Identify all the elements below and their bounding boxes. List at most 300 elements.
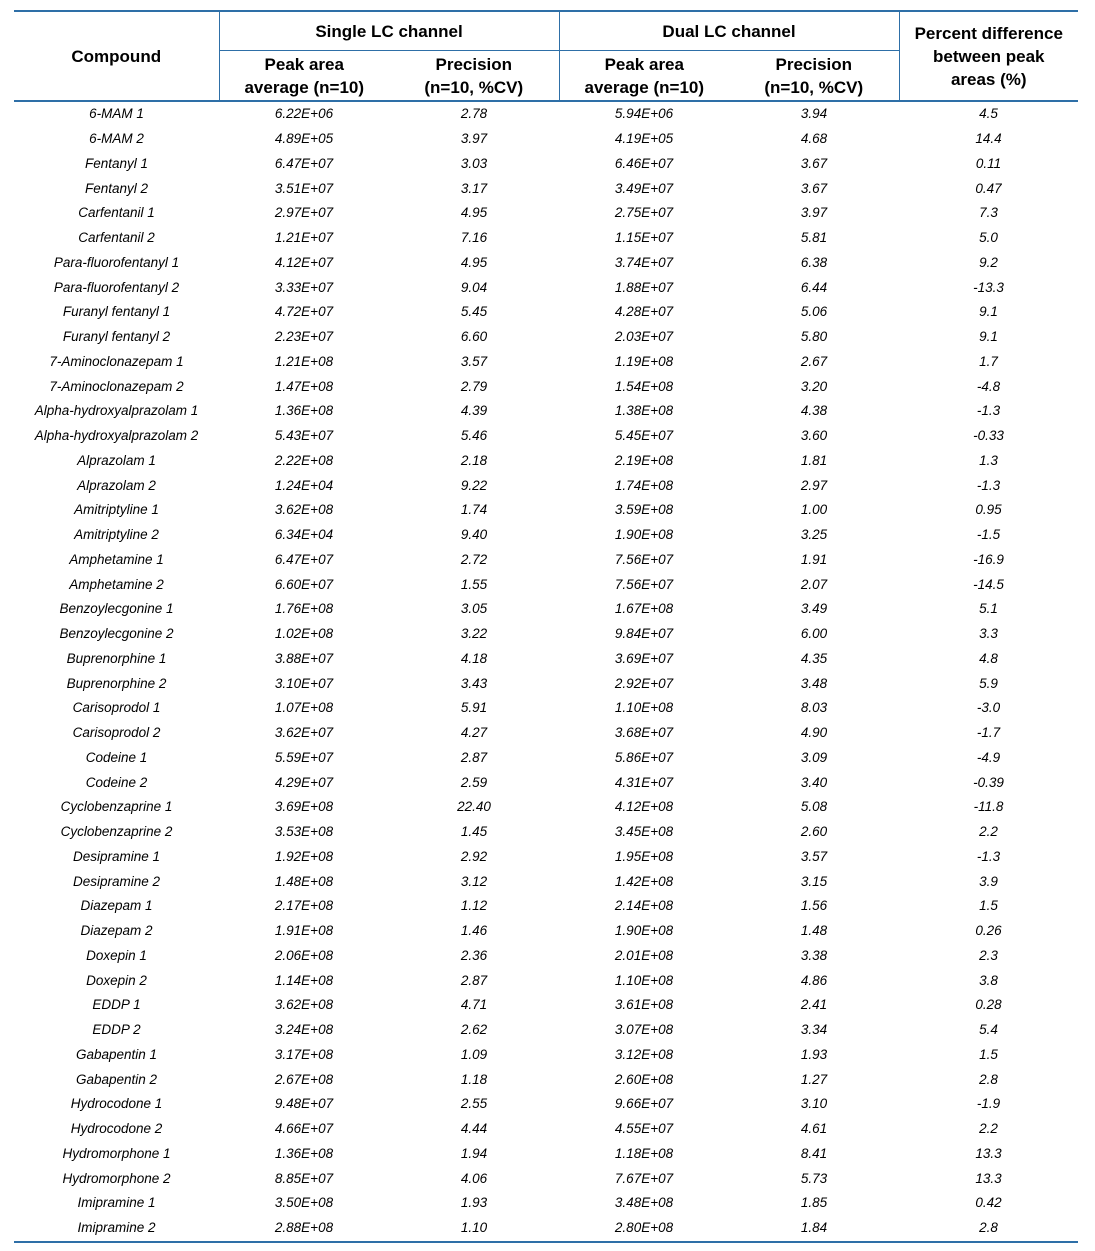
- cell-dual-precision: 1.27: [800, 1071, 828, 1087]
- cell-compound: Carfentanil 1: [78, 205, 155, 221]
- cell-dual-precision: 3.38: [800, 947, 828, 963]
- cell-dual-precision: 4.38: [800, 403, 828, 419]
- cell-percent-difference: 1.5: [979, 1046, 998, 1062]
- cell-dual-peak-area: 4.55E+07: [614, 1121, 674, 1137]
- cell-percent-difference: 4.8: [979, 650, 998, 666]
- cell-single-peak-area: 2.06E+08: [274, 947, 334, 963]
- cell-dual-peak-area: 3.61E+08: [614, 997, 674, 1013]
- table-row: [14, 770, 1078, 795]
- cell-dual-precision: 1.91: [800, 551, 828, 567]
- table-row: [14, 424, 1078, 449]
- cell-compound: Imipramine 1: [77, 1195, 156, 1211]
- cell-single-peak-area: 6.60E+07: [274, 576, 334, 592]
- cell-single-peak-area: 2.97E+07: [274, 205, 334, 221]
- cell-compound: Amphetamine 1: [69, 551, 164, 567]
- cell-single-peak-area: 5.59E+07: [274, 749, 334, 765]
- cell-compound: Fentanyl 2: [84, 180, 149, 196]
- cell-percent-difference: -1.3: [976, 477, 1001, 493]
- cell-dual-peak-area: 7.56E+07: [614, 576, 674, 592]
- header-single-prec-line2: (n=10, %CV): [424, 77, 524, 97]
- table-row: [14, 647, 1078, 672]
- cell-single-precision: 1.94: [460, 1145, 488, 1161]
- cell-compound: 6-MAM 2: [89, 131, 144, 147]
- cell-compound: Hydromorphone 2: [62, 1170, 171, 1186]
- cell-dual-precision: 2.67: [800, 353, 828, 369]
- table-row: [14, 399, 1078, 424]
- cell-single-peak-area: 6.47E+07: [274, 155, 334, 171]
- header-dual-peak-line1: Peak area: [604, 54, 684, 74]
- cell-single-peak-area: 1.07E+08: [274, 700, 334, 716]
- cell-single-peak-area: 1.21E+08: [274, 353, 334, 369]
- cell-dual-peak-area: 1.42E+08: [614, 873, 674, 889]
- cell-compound: Diazepam 2: [80, 923, 153, 939]
- cell-dual-peak-area: 1.95E+08: [614, 848, 674, 864]
- cell-percent-difference: 2.2: [979, 1121, 998, 1137]
- cell-compound: Gabapentin 2: [75, 1071, 158, 1087]
- cell-compound: Alpha-hydroxyalprazolam 2: [34, 428, 199, 444]
- cell-single-peak-area: 2.22E+08: [274, 452, 334, 468]
- cell-compound: 7-Aminoclonazepam 1: [49, 353, 184, 369]
- cell-single-peak-area: 4.72E+07: [274, 304, 334, 320]
- cell-single-precision: 2.59: [460, 774, 488, 790]
- header-row-groups: [14, 11, 1078, 51]
- cell-percent-difference: -1.7: [976, 725, 1001, 741]
- cell-compound: Codeine 1: [85, 749, 148, 765]
- header-dual-precision: [729, 51, 899, 102]
- table-row: [14, 251, 1078, 276]
- cell-single-peak-area: 1.36E+08: [274, 1145, 334, 1161]
- cell-dual-peak-area: 3.59E+08: [614, 502, 674, 518]
- cell-single-precision: 9.04: [460, 279, 488, 295]
- cell-single-peak-area: 3.51E+07: [274, 180, 334, 196]
- table-row: [14, 498, 1078, 523]
- cell-percent-difference: 3.3: [979, 626, 998, 642]
- cell-single-precision: 3.22: [460, 626, 488, 642]
- cell-compound: Alprazolam 2: [77, 477, 156, 493]
- cell-percent-difference: 9.1: [979, 329, 998, 345]
- cell-compound: Furanyl fentanyl 1: [62, 304, 171, 320]
- cell-percent-difference: 4.5: [979, 106, 998, 122]
- cell-single-precision: 1.93: [460, 1195, 488, 1211]
- table-row: [14, 721, 1078, 746]
- cell-single-peak-area: 4.66E+07: [274, 1121, 334, 1137]
- cell-single-precision: 1.18: [460, 1071, 488, 1087]
- cell-single-peak-area: 1.02E+08: [274, 626, 334, 642]
- cell-dual-peak-area: 1.90E+08: [614, 923, 674, 939]
- cell-dual-precision: 5.06: [800, 304, 828, 320]
- cell-compound: Amitriptyline 2: [74, 527, 159, 543]
- cell-dual-precision: 3.67: [800, 155, 828, 171]
- cell-dual-precision: 3.49: [800, 601, 828, 617]
- cell-single-precision: 6.60: [460, 329, 488, 345]
- cell-dual-peak-area: 2.92E+07: [614, 675, 674, 691]
- cell-compound: Diazepam 1: [80, 898, 153, 914]
- cell-compound: Gabapentin 1: [75, 1046, 158, 1062]
- cell-percent-difference: -1.9: [976, 1096, 1001, 1112]
- header-percent-line1: Percent difference: [914, 23, 1063, 43]
- cell-dual-precision: 1.00: [800, 502, 828, 518]
- table-row: [14, 127, 1078, 152]
- cell-dual-precision: 3.57: [800, 848, 828, 864]
- cell-percent-difference: -16.9: [973, 551, 1004, 567]
- cell-dual-peak-area: 2.60E+08: [614, 1071, 674, 1087]
- cell-dual-precision: 5.73: [800, 1170, 828, 1186]
- cell-dual-peak-area: 2.19E+08: [614, 452, 674, 468]
- cell-dual-precision: 3.60: [800, 428, 828, 444]
- header-single-peak-line1: Peak area: [264, 54, 344, 74]
- cell-single-peak-area: 3.62E+08: [274, 997, 334, 1013]
- cell-single-precision: 3.57: [460, 353, 488, 369]
- cell-single-peak-area: 1.91E+08: [274, 923, 334, 939]
- cell-dual-precision: 3.10: [800, 1096, 828, 1112]
- cell-compound: Hydrocodone 1: [70, 1096, 163, 1112]
- table-row: [14, 1166, 1078, 1191]
- cell-single-peak-area: 1.24E+04: [274, 477, 334, 493]
- cell-dual-peak-area: 1.88E+07: [614, 279, 674, 295]
- cell-percent-difference: -0.39: [973, 774, 1004, 790]
- cell-dual-peak-area: 3.12E+08: [614, 1046, 674, 1062]
- cell-percent-difference: 0.26: [975, 923, 1002, 939]
- cell-percent-difference: 1.7: [979, 353, 998, 369]
- cell-single-precision: 2.92: [460, 848, 488, 864]
- cell-compound: Amphetamine 2: [69, 576, 164, 592]
- cell-dual-precision: 1.85: [800, 1195, 828, 1211]
- cell-compound: Carfentanil 2: [78, 230, 155, 246]
- cell-percent-difference: 0.95: [975, 502, 1002, 518]
- cell-dual-peak-area: 1.15E+07: [614, 230, 674, 246]
- cell-compound: Furanyl fentanyl 2: [62, 329, 171, 345]
- cell-compound: Amitriptyline 1: [74, 502, 159, 518]
- cell-single-precision: 4.06: [460, 1170, 488, 1186]
- cell-compound: Desipramine 1: [72, 848, 161, 864]
- cell-dual-precision: 4.68: [800, 131, 828, 147]
- table-row: [14, 449, 1078, 474]
- cell-dual-peak-area: 1.67E+08: [614, 601, 674, 617]
- table-row: [14, 152, 1078, 177]
- cell-dual-peak-area: 6.46E+07: [614, 155, 674, 171]
- cell-dual-precision: 2.97: [800, 477, 828, 493]
- header-dual-prec-line1: Precision: [775, 54, 853, 74]
- cell-compound: Codeine 2: [85, 774, 148, 790]
- cell-dual-peak-area: 5.45E+07: [614, 428, 674, 444]
- header-single-lc-channel: Single LC channel: [219, 11, 559, 51]
- cell-single-precision: 1.09: [460, 1046, 488, 1062]
- cell-dual-precision: 3.40: [800, 774, 828, 790]
- cell-compound: Doxepin 1: [86, 947, 147, 963]
- table-row: [14, 944, 1078, 969]
- cell-dual-peak-area: 2.01E+08: [614, 947, 674, 963]
- table-row: [14, 1092, 1078, 1117]
- cell-compound: Para-fluorofentanyl 2: [53, 279, 180, 295]
- table-row: [14, 919, 1078, 944]
- cell-single-precision: 3.12: [460, 873, 488, 889]
- cell-compound: Imipramine 2: [14, 1216, 219, 1242]
- cell-dual-peak-area: 9.66E+07: [614, 1096, 674, 1112]
- cell-single-precision: 4.95: [460, 205, 488, 221]
- table-row: [14, 572, 1078, 597]
- cell-single-precision: 5.91: [460, 700, 488, 716]
- cell-dual-peak-area: 3.68E+07: [614, 725, 674, 741]
- cell-dual-precision: 3.67: [800, 180, 828, 196]
- cell-compound: Buprenorphine 1: [66, 650, 167, 666]
- cell-percent-difference: 5.9: [979, 675, 998, 691]
- cell-compound: 7-Aminoclonazepam 2: [49, 378, 184, 394]
- cell-dual-peak-area: 3.49E+07: [614, 180, 674, 196]
- table-row: [14, 968, 1078, 993]
- cell-dual-precision: 1.81: [800, 452, 828, 468]
- cell-percent-difference: 5.4: [979, 1022, 998, 1038]
- cell-percent-difference: 5.1: [979, 601, 998, 617]
- header-dual-lc-channel: Dual LC channel: [559, 11, 899, 51]
- cell-dual-peak-area: 2.80E+08: [559, 1216, 729, 1242]
- cell-compound: 6-MAM 1: [89, 106, 144, 122]
- cell-dual-peak-area: 3.48E+08: [614, 1195, 674, 1211]
- cell-single-precision: 3.03: [460, 155, 488, 171]
- cell-single-precision: 4.44: [460, 1121, 488, 1137]
- cell-dual-precision: 8.41: [800, 1145, 828, 1161]
- cell-single-peak-area: 1.76E+08: [274, 601, 334, 617]
- table-row: [14, 1018, 1078, 1043]
- cell-dual-peak-area: 2.75E+07: [614, 205, 674, 221]
- cell-single-peak-area: 2.67E+08: [274, 1071, 334, 1087]
- cell-single-peak-area: 4.29E+07: [274, 774, 334, 790]
- cell-single-precision: 2.87: [460, 972, 488, 988]
- cell-single-precision: 9.22: [460, 477, 488, 493]
- table-row: [14, 845, 1078, 870]
- header-dual-peak-line2: average (n=10): [584, 77, 705, 97]
- cell-single-peak-area: 1.92E+08: [274, 848, 334, 864]
- cell-single-peak-area: 1.21E+07: [274, 230, 334, 246]
- cell-single-precision: 4.71: [460, 997, 488, 1013]
- cell-percent-difference: -1.3: [976, 403, 1001, 419]
- cell-percent-difference: 0.28: [975, 997, 1002, 1013]
- cell-dual-precision: 3.97: [800, 205, 828, 221]
- cell-dual-peak-area: 1.10E+08: [614, 972, 674, 988]
- table-row: [14, 1216, 1078, 1242]
- cell-single-peak-area: 9.48E+07: [274, 1096, 334, 1112]
- cell-dual-precision: 4.61: [800, 1121, 828, 1137]
- cell-single-peak-area: 6.34E+04: [274, 527, 334, 543]
- cell-dual-peak-area: 2.03E+07: [614, 329, 674, 345]
- cell-dual-peak-area: 9.84E+07: [614, 626, 674, 642]
- cell-single-peak-area: 2.17E+08: [274, 898, 334, 914]
- cell-dual-peak-area: 1.74E+08: [614, 477, 674, 493]
- table-row: [14, 597, 1078, 622]
- cell-single-peak-area: 3.17E+08: [274, 1046, 334, 1062]
- cell-single-peak-area: 1.36E+08: [274, 403, 334, 419]
- header-percent-line2: between peak: [933, 46, 1045, 66]
- table-row: [14, 275, 1078, 300]
- table-row: [14, 176, 1078, 201]
- cell-single-peak-area: 6.22E+06: [274, 106, 334, 122]
- cell-compound: Alprazolam 1: [77, 452, 156, 468]
- cell-single-precision: 4.18: [460, 650, 488, 666]
- header-percent-difference: [899, 11, 1078, 101]
- table-body: [14, 101, 1078, 1242]
- cell-single-peak-area: 4.12E+07: [274, 254, 334, 270]
- table-row: [14, 746, 1078, 771]
- data-table-container: [14, 10, 1078, 1243]
- cell-percent-difference: -13.3: [973, 279, 1004, 295]
- cell-dual-precision: 3.25: [800, 527, 828, 543]
- cell-single-precision: 2.55: [460, 1096, 488, 1112]
- cell-single-precision: 1.74: [460, 502, 488, 518]
- cell-single-precision: 1.10: [389, 1216, 559, 1242]
- cell-dual-precision: 3.20: [800, 378, 828, 394]
- cell-dual-precision: 4.90: [800, 725, 828, 741]
- cell-dual-peak-area: 3.45E+08: [614, 824, 674, 840]
- cell-single-precision: 2.62: [460, 1022, 488, 1038]
- cell-compound: Desipramine 2: [72, 873, 161, 889]
- cell-percent-difference: 3.9: [979, 873, 998, 889]
- header-dual-peak-area: [559, 51, 729, 102]
- cell-dual-peak-area: 1.38E+08: [614, 403, 674, 419]
- cell-dual-peak-area: 4.19E+05: [614, 131, 674, 147]
- cell-dual-precision: 5.80: [800, 329, 828, 345]
- cell-percent-difference: 2.2: [979, 824, 998, 840]
- table-row: [14, 374, 1078, 399]
- cell-percent-difference: 3.8: [979, 972, 998, 988]
- cell-single-peak-area: 8.85E+07: [274, 1170, 334, 1186]
- cell-single-peak-area: 1.14E+08: [274, 972, 334, 988]
- header-compound: Compound: [14, 11, 219, 101]
- data-table: [14, 10, 1078, 1243]
- cell-dual-precision: 3.15: [800, 873, 828, 889]
- cell-dual-precision: 4.86: [800, 972, 828, 988]
- cell-percent-difference: -14.5: [973, 576, 1004, 592]
- table-row: [14, 696, 1078, 721]
- cell-dual-peak-area: 3.07E+08: [614, 1022, 674, 1038]
- cell-dual-peak-area: 5.94E+06: [614, 106, 674, 122]
- cell-single-peak-area: 3.53E+08: [274, 824, 334, 840]
- cell-single-precision: 3.17: [460, 180, 488, 196]
- cell-dual-peak-area: 5.86E+07: [614, 749, 674, 765]
- cell-dual-peak-area: 7.56E+07: [614, 551, 674, 567]
- cell-single-precision: 4.27: [460, 725, 488, 741]
- cell-dual-precision: 1.48: [800, 923, 828, 939]
- cell-percent-difference: -11.8: [973, 799, 1004, 815]
- table-row: [14, 1142, 1078, 1167]
- table-row: [14, 1191, 1078, 1216]
- header-single-peak-area: [219, 51, 389, 102]
- cell-compound: Fentanyl 1: [84, 155, 149, 171]
- cell-dual-precision: 3.09: [800, 749, 828, 765]
- cell-dual-precision: 1.56: [800, 898, 828, 914]
- table-row: [14, 548, 1078, 573]
- cell-compound: Benzoylecgonine 2: [59, 626, 174, 642]
- cell-single-precision: 3.05: [460, 601, 488, 617]
- cell-percent-difference: 0.42: [975, 1195, 1002, 1211]
- cell-percent-difference: -3.0: [976, 700, 1001, 716]
- cell-dual-peak-area: 4.31E+07: [614, 774, 674, 790]
- cell-single-peak-area: 3.62E+07: [274, 725, 334, 741]
- table-row: [14, 350, 1078, 375]
- cell-single-peak-area: 3.24E+08: [274, 1022, 334, 1038]
- cell-dual-peak-area: 1.10E+08: [614, 700, 674, 716]
- cell-single-precision: 5.45: [460, 304, 488, 320]
- cell-single-peak-area: 3.88E+07: [274, 650, 334, 666]
- header-single-prec-line1: Precision: [435, 54, 513, 74]
- cell-compound: Hydrocodone 2: [70, 1121, 163, 1137]
- cell-percent-difference: 2.8: [899, 1216, 1078, 1242]
- cell-percent-difference: 2.8: [979, 1071, 998, 1087]
- table-row: [14, 101, 1078, 127]
- cell-compound: Hydromorphone 1: [62, 1145, 171, 1161]
- cell-dual-precision: 8.03: [800, 700, 828, 716]
- cell-dual-precision: 2.60: [800, 824, 828, 840]
- cell-dual-precision: 3.48: [800, 675, 828, 691]
- cell-percent-difference: -1.5: [976, 527, 1001, 543]
- cell-single-peak-area: 3.33E+07: [274, 279, 334, 295]
- cell-single-precision: 2.18: [460, 452, 488, 468]
- table-row: [14, 671, 1078, 696]
- cell-single-peak-area: 6.47E+07: [274, 551, 334, 567]
- table-row: [14, 993, 1078, 1018]
- table-row: [14, 820, 1078, 845]
- cell-dual-peak-area: 3.74E+07: [614, 254, 674, 270]
- cell-single-peak-area: 2.23E+07: [274, 329, 334, 345]
- cell-dual-peak-area: 2.14E+08: [614, 898, 674, 914]
- cell-compound: EDDP 2: [92, 1022, 141, 1038]
- cell-single-peak-area: 2.88E+08: [219, 1216, 389, 1242]
- cell-dual-precision: 2.07: [800, 576, 828, 592]
- cell-percent-difference: 1.5: [979, 898, 998, 914]
- cell-dual-precision: 5.81: [800, 230, 828, 246]
- cell-compound: Alpha-hydroxyalprazolam 1: [34, 403, 199, 419]
- cell-single-peak-area: 4.89E+05: [274, 131, 334, 147]
- cell-dual-peak-area: 4.12E+08: [614, 799, 674, 815]
- cell-single-precision: 1.12: [460, 898, 488, 914]
- cell-dual-precision: 3.34: [800, 1022, 828, 1038]
- cell-dual-peak-area: 7.67E+07: [614, 1170, 674, 1186]
- cell-single-peak-area: 1.47E+08: [274, 378, 334, 394]
- cell-dual-peak-area: 1.18E+08: [614, 1145, 674, 1161]
- cell-single-precision: 3.97: [460, 131, 488, 147]
- cell-percent-difference: 9.1: [979, 304, 998, 320]
- cell-single-precision: 2.36: [460, 947, 488, 963]
- cell-dual-peak-area: 4.28E+07: [614, 304, 674, 320]
- table-row: [14, 226, 1078, 251]
- cell-dual-peak-area: 1.90E+08: [614, 527, 674, 543]
- cell-single-precision: 2.79: [460, 378, 488, 394]
- table-row: [14, 1067, 1078, 1092]
- cell-percent-difference: -4.9: [976, 749, 1001, 765]
- cell-single-precision: 9.40: [460, 527, 488, 543]
- cell-dual-precision: 6.44: [800, 279, 828, 295]
- cell-single-precision: 1.46: [460, 923, 488, 939]
- table-row: [14, 473, 1078, 498]
- table-row: [14, 1117, 1078, 1142]
- cell-percent-difference: 7.3: [979, 205, 998, 221]
- cell-compound: Benzoylecgonine 1: [59, 601, 174, 617]
- cell-single-peak-area: 3.62E+08: [274, 502, 334, 518]
- cell-single-peak-area: 1.48E+08: [274, 873, 334, 889]
- header-single-precision: [389, 51, 559, 102]
- cell-single-precision: 1.55: [460, 576, 488, 592]
- cell-single-precision: 5.46: [460, 428, 488, 444]
- cell-dual-precision: 3.94: [800, 106, 828, 122]
- cell-dual-precision: 4.35: [800, 650, 828, 666]
- header-percent-line3: areas (%): [950, 69, 1027, 89]
- cell-compound: EDDP 1: [92, 997, 141, 1013]
- cell-single-precision: 3.43: [460, 675, 488, 691]
- cell-percent-difference: 13.3: [975, 1145, 1002, 1161]
- cell-single-precision: 2.87: [460, 749, 488, 765]
- cell-compound: Cyclobenzaprine 1: [60, 799, 173, 815]
- cell-percent-difference: -1.3: [976, 848, 1001, 864]
- cell-single-peak-area: 3.10E+07: [274, 675, 334, 691]
- cell-single-precision: 2.72: [460, 551, 488, 567]
